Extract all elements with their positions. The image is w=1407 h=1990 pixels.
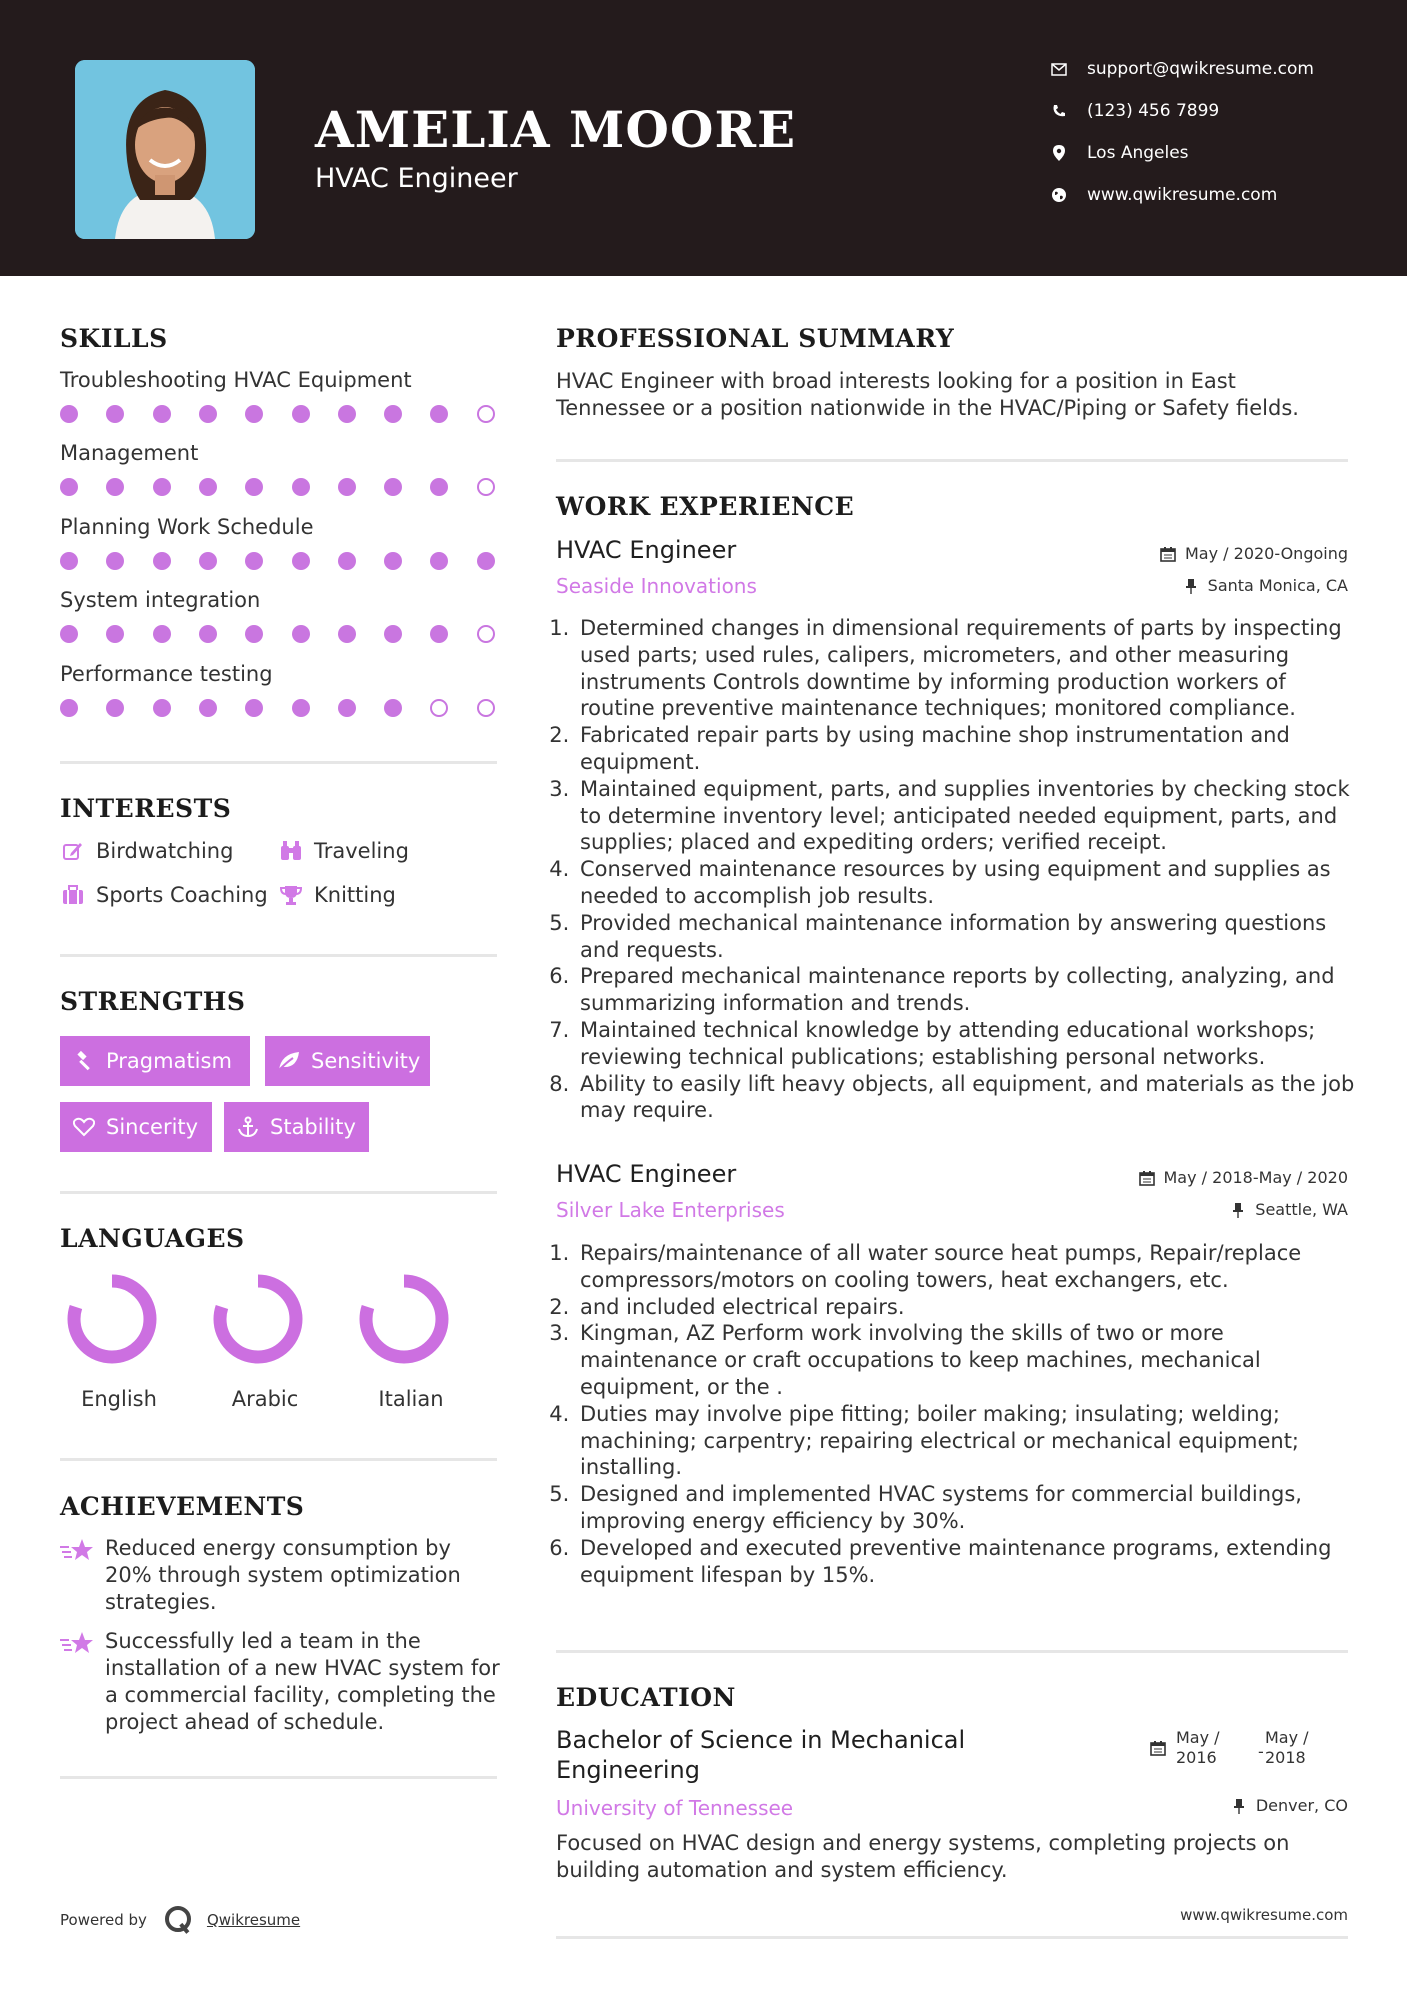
rating-dot-filled <box>60 478 78 496</box>
rating-dot-filled <box>60 699 78 717</box>
education-date-separator: - <box>1258 1742 1264 1761</box>
education-start-line1: May / <box>1176 1728 1220 1747</box>
contact-location-text: Los Angeles <box>1087 143 1189 163</box>
rating-dot-filled <box>292 552 310 570</box>
skill-name: Troubleshooting HVAC Equipment <box>60 368 412 392</box>
rating-dot-filled <box>153 625 171 643</box>
anchor-icon <box>236 1115 260 1139</box>
language-name: English <box>81 1387 157 1411</box>
skill-name: System integration <box>60 588 261 612</box>
duty-item: 6. Prepared mechanical maintenance reports by collecting, analyzing, and summarizing information and trends. <box>576 963 1356 1017</box>
rating-dot-filled <box>153 552 171 570</box>
job-title: HVAC Engineer <box>556 1160 737 1188</box>
rating-dot-filled <box>199 405 217 423</box>
rating-dot-filled <box>338 478 356 496</box>
skill-rating <box>60 403 500 425</box>
rating-dot-filled <box>106 625 124 643</box>
duty-item: 3. Kingman, AZ Perform work involving the skills of two or more maintenance or craft occupations to keep machines, mechanical equipment, or the . <box>576 1320 1356 1400</box>
interest-label: Knitting <box>314 883 396 907</box>
strength-label: Stability <box>270 1115 356 1139</box>
skill-name: Planning Work Schedule <box>60 515 314 539</box>
achievements-heading: ACHIEVEMENTS <box>60 1492 305 1521</box>
gavel-icon <box>72 1049 96 1073</box>
skill-name: Performance testing <box>60 662 273 686</box>
pushpin-icon <box>1182 577 1200 595</box>
section-divider <box>60 954 497 957</box>
contact-phone-text: (123) 456 7899 <box>1087 101 1220 121</box>
language-ring <box>358 1273 450 1365</box>
education-start-line2: 2016 <box>1176 1748 1217 1767</box>
rating-dot-filled <box>245 625 263 643</box>
education-dates <box>1150 1728 1350 1772</box>
summary-heading: PROFESSIONAL SUMMARY <box>556 324 955 353</box>
strength-tag <box>224 1102 369 1152</box>
summary-text: HVAC Engineer with broad interests looking for a position in East Tennessee or a position nationwide in the HVAC/Piping or Safety fields. <box>556 369 1299 420</box>
rating-dot-filled <box>60 405 78 423</box>
rating-dot-filled <box>384 405 402 423</box>
rating-dot-filled <box>384 478 402 496</box>
section-divider <box>556 1936 1348 1939</box>
language-ring <box>66 1273 158 1365</box>
rating-dot-filled <box>153 699 171 717</box>
strength-tag <box>60 1102 212 1152</box>
rating-dot-filled <box>292 625 310 643</box>
interest-label: Sports Coaching <box>96 883 268 907</box>
duty-item: 2. Fabricated repair parts by using machine shop instrumentation and equipment. <box>576 722 1356 776</box>
strength-tag <box>265 1036 430 1086</box>
rating-dot-filled <box>199 478 217 496</box>
interests-heading: INTERESTS <box>60 794 232 823</box>
duty-item: 7. Maintained technical knowledge by attending educational workshops; reviewing technical publications; establishing personal networks. <box>576 1017 1356 1071</box>
duty-item: 1. Determined changes in dimensional requirements of parts by inspecting used parts; used rules, calipers, micrometers, and other measuring instruments Controls downtime by informing production workers of routine preventive maintenance techniques; monitored compliance. <box>576 615 1356 722</box>
pencil-square-icon <box>60 838 86 864</box>
rating-dot-filled <box>292 405 310 423</box>
contact-website[interactable] <box>1049 181 1369 209</box>
interest-item <box>60 880 268 910</box>
interest-label: Birdwatching <box>96 839 234 863</box>
section-divider <box>556 1650 1348 1653</box>
rating-dot-filled <box>245 552 263 570</box>
job-dates <box>1159 544 1348 563</box>
degree-line-2: Engineering <box>556 1756 700 1784</box>
rating-dot-filled <box>199 552 217 570</box>
contact-website-text: www.qwikresume.com <box>1087 185 1278 205</box>
leaf-icon <box>277 1049 301 1073</box>
rating-dot-filled <box>153 405 171 423</box>
duty-item: 8. Ability to easily lift heavy objects, all equipment, and materials as the job may require. <box>576 1071 1356 1125</box>
rating-dot-filled <box>430 625 448 643</box>
contact-email[interactable] <box>1049 55 1369 83</box>
duty-item: 4. Duties may involve pipe fitting; boiler making; insulating; welding; machining; carpentry; repairing electrical or mechanical equipment; installing. <box>576 1401 1356 1481</box>
interest-item <box>278 880 396 910</box>
duty-item: 6. Developed and executed preventive maintenance programs, extending equipment lifespan by 15%. <box>576 1535 1356 1589</box>
education-description: Focused on HVAC design and energy systems, completing projects on building automation and system efficiency. <box>556 1831 1290 1882</box>
rating-dot-filled <box>245 478 263 496</box>
achievement-text: Successfully led a team in the installation of a new HVAC system for a commercial facility, completing the project ahead of schedule. <box>105 1629 500 1734</box>
globe-icon <box>1049 185 1069 205</box>
skill-rating <box>60 623 500 645</box>
rating-dot-empty <box>430 699 448 717</box>
rating-dot-filled <box>106 478 124 496</box>
pushpin-icon <box>1230 1797 1248 1815</box>
company-name: Silver Lake Enterprises <box>556 1198 785 1222</box>
contact-location <box>1049 139 1369 167</box>
job-dates-text: May / 2020-Ongoing <box>1185 544 1348 563</box>
interest-item <box>60 836 233 866</box>
rating-dot-filled <box>106 405 124 423</box>
rating-dot-filled <box>292 699 310 717</box>
strengths-heading: STRENGTHS <box>60 987 246 1016</box>
pushpin-icon <box>1229 1201 1247 1219</box>
calendar-icon <box>1159 545 1177 563</box>
briefcase-icon <box>60 882 86 908</box>
rating-dot-filled <box>338 552 356 570</box>
skill-rating <box>60 697 500 719</box>
language-name: Italian <box>378 1387 444 1411</box>
rating-dot-filled <box>60 552 78 570</box>
strength-label: Sincerity <box>106 1115 199 1139</box>
section-divider <box>60 1458 497 1461</box>
skills-heading: SKILLS <box>60 324 168 353</box>
shooting-star-icon <box>60 1537 94 1565</box>
interest-label: Traveling <box>314 839 409 863</box>
languages-heading: LANGUAGES <box>60 1224 245 1253</box>
rating-dot-filled <box>338 699 356 717</box>
language-name: Arabic <box>231 1387 299 1411</box>
rating-dot-filled <box>106 552 124 570</box>
degree-line-1: Bachelor of Science in Mechanical <box>556 1726 966 1754</box>
shooting-star-icon <box>60 1630 94 1658</box>
language-ring <box>212 1273 304 1365</box>
education-end-line2: 2018 <box>1265 1748 1306 1767</box>
duty-item: 2. and included electrical repairs. <box>576 1294 1356 1321</box>
duty-item: 1. Repairs/maintenance of all water source heat pumps, Repair/replace compressors/motors on cooling towers, heat exchangers, etc. <box>576 1240 1356 1294</box>
rating-dot-filled <box>384 625 402 643</box>
duty-item: 4. Conserved maintenance resources by using equipment and supplies as needed to accomplish job results. <box>576 856 1356 910</box>
rating-dot-filled <box>199 699 217 717</box>
contact-email-text: support@qwikresume.com <box>1087 59 1314 79</box>
duty-item: 5. Designed and implemented HVAC systems for commercial buildings, improving energy efficiency by 30%. <box>576 1481 1356 1535</box>
duties-list <box>556 615 1356 1124</box>
binoculars-icon <box>278 838 304 864</box>
heart-icon <box>72 1115 96 1139</box>
rating-dot-empty <box>477 405 495 423</box>
job-location <box>1182 576 1348 595</box>
candidate-role: HVAC Engineer <box>315 163 518 194</box>
skill-rating <box>60 476 500 498</box>
envelope-icon <box>1049 59 1069 79</box>
job-location <box>1229 1200 1348 1219</box>
powered-by-text: Powered by <box>60 1911 147 1929</box>
rating-dot-empty <box>477 625 495 643</box>
rating-dot-filled <box>60 625 78 643</box>
contact-phone[interactable] <box>1049 97 1369 125</box>
job-title: HVAC Engineer <box>556 536 737 564</box>
education-end-line1: May / <box>1265 1728 1309 1747</box>
rating-dot-filled <box>384 552 402 570</box>
rating-dot-filled <box>338 625 356 643</box>
map-pin-icon <box>1049 143 1069 163</box>
duty-item: 3. Maintained equipment, parts, and supplies inventories by checking stock to determine inventory level; anticipated needed equipment, parts, and supplies; placed and expediting orders; verified receipt. <box>576 776 1356 856</box>
rating-dot-filled <box>430 552 448 570</box>
education-heading: EDUCATION <box>556 1683 736 1712</box>
interest-item <box>278 836 409 866</box>
rating-dot-filled <box>384 699 402 717</box>
strength-label: Pragmatism <box>106 1049 232 1073</box>
achievement-text: Reduced energy consumption by 20% through system optimization strategies. <box>105 1536 461 1614</box>
rating-dot-filled <box>430 478 448 496</box>
section-divider <box>60 1191 497 1194</box>
calendar-icon <box>1138 1169 1156 1187</box>
job-dates <box>1138 1168 1349 1187</box>
rating-dot-filled <box>245 699 263 717</box>
section-divider <box>60 761 497 764</box>
experience-heading: WORK EXPERIENCE <box>556 492 855 521</box>
company-name: Seaside Innovations <box>556 574 757 598</box>
rating-dot-filled <box>199 625 217 643</box>
section-divider <box>556 459 1348 462</box>
profile-photo <box>75 60 255 239</box>
duty-item: 5. Provided mechanical maintenance information by answering questions and requests. <box>576 910 1356 964</box>
rating-dot-empty <box>477 699 495 717</box>
job-location-text: Santa Monica, CA <box>1207 576 1348 595</box>
rating-dot-filled <box>477 552 495 570</box>
school-name: University of Tennessee <box>556 1796 794 1820</box>
rating-dot-filled <box>153 478 171 496</box>
education-location <box>1230 1796 1348 1815</box>
trophy-icon <box>278 882 304 908</box>
job-dates-text: May / 2018-May / 2020 <box>1163 1168 1348 1187</box>
rating-dot-empty <box>477 478 495 496</box>
phone-icon <box>1049 101 1069 121</box>
footer-branding <box>60 1900 300 1940</box>
rating-dot-filled <box>245 405 263 423</box>
calendar-icon <box>1150 1740 1166 1760</box>
job-location-text: Seattle, WA <box>1255 1200 1348 1219</box>
rating-dot-filled <box>292 478 310 496</box>
strength-tag <box>60 1036 250 1086</box>
rating-dot-filled <box>338 405 356 423</box>
duties-list <box>556 1240 1356 1588</box>
qwikresume-logo-icon <box>163 1904 195 1936</box>
candidate-name: AMELIA MOORE <box>315 100 797 159</box>
strength-label: Sensitivity <box>311 1049 421 1073</box>
rating-dot-filled <box>106 699 124 717</box>
qwikresume-link[interactable]: Qwikresume <box>206 1911 301 1929</box>
resume-header <box>0 0 1407 276</box>
skill-name: Management <box>60 441 199 465</box>
skill-rating <box>60 550 500 572</box>
section-divider <box>60 1776 497 1779</box>
education-location-text: Denver, CO <box>1255 1796 1348 1815</box>
rating-dot-filled <box>430 405 448 423</box>
footer-website[interactable]: www.qwikresume.com <box>1180 1906 1348 1924</box>
